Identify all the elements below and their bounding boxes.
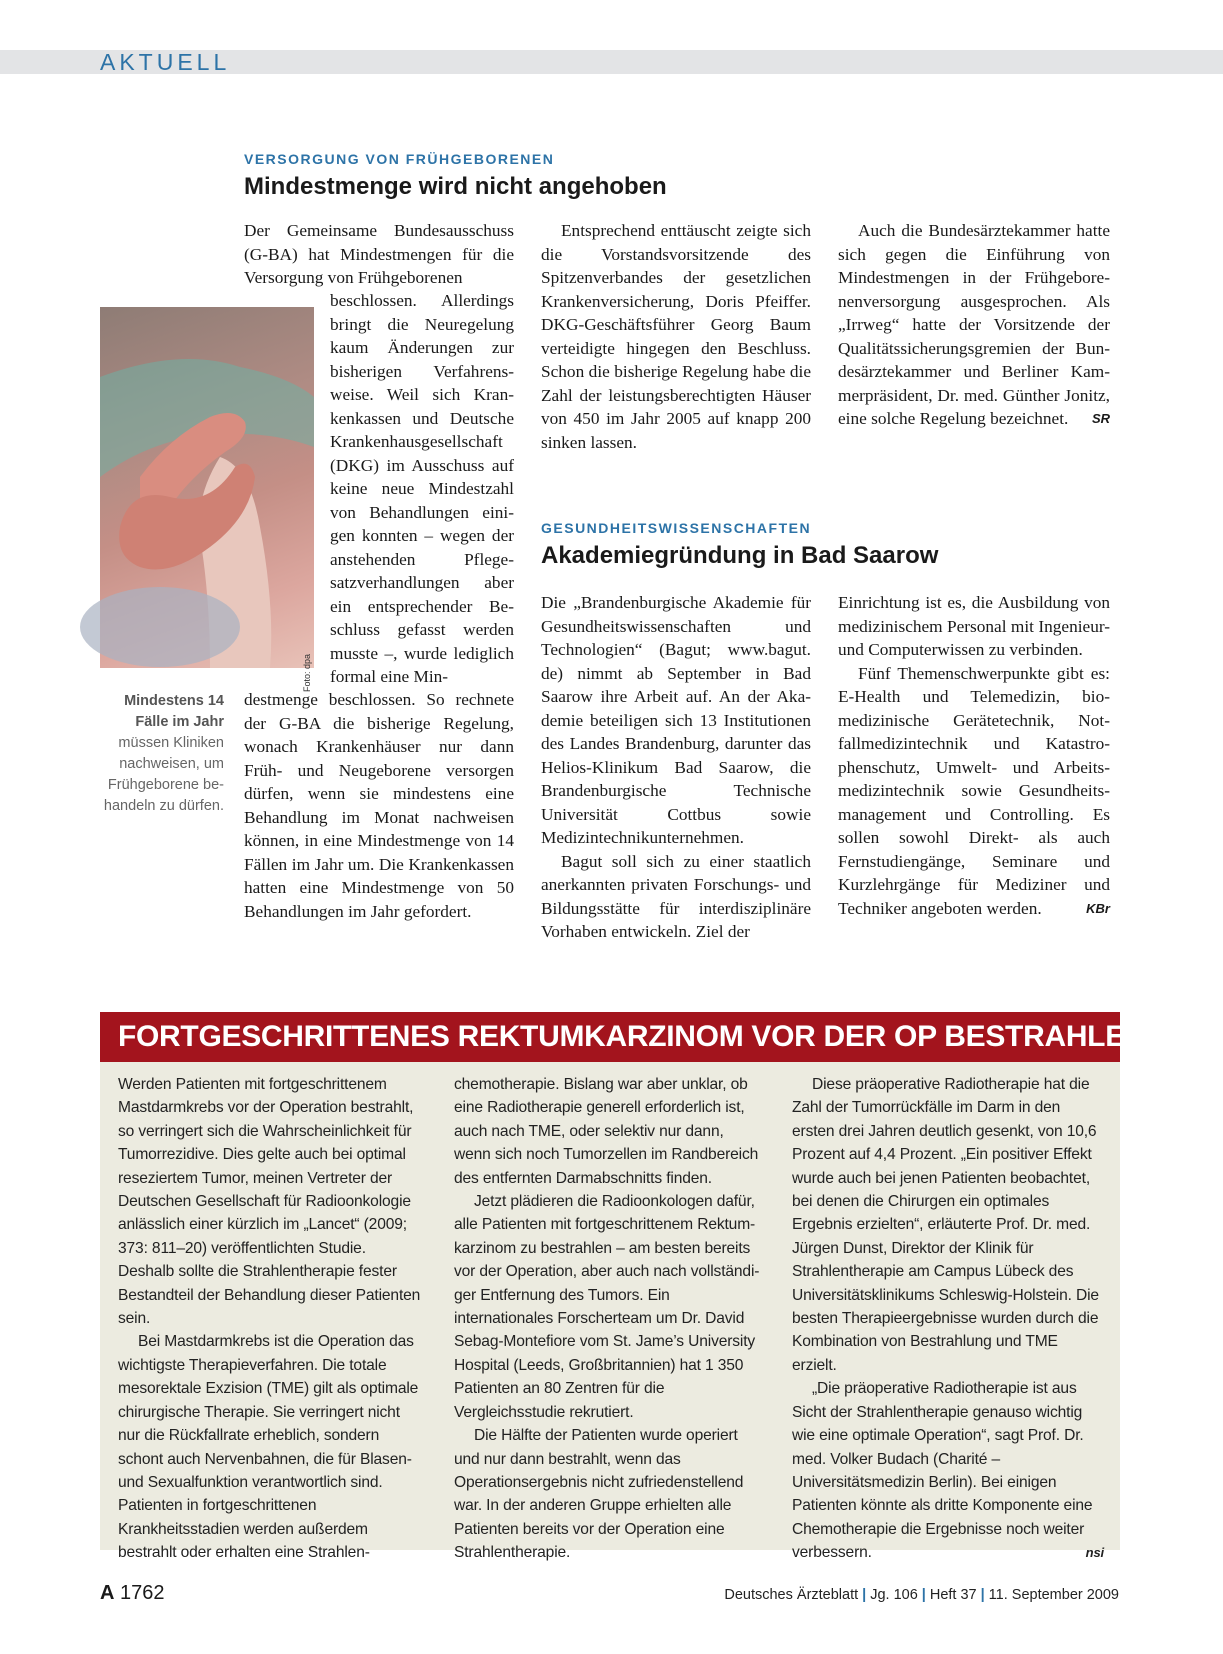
footer-separator: |: [980, 1587, 985, 1603]
box-title: FORTGESCHRITTENES REKTUMKARZINOM VOR DER OP BESTRAHLEN: [118, 1020, 1147, 1053]
footer-separator: |: [921, 1587, 926, 1603]
section-label: AKTUELL: [100, 49, 231, 75]
box-col1-paragraph-1: Werden Patienten mit fortgeschrittenem Mastdarmkrebs vor der Operation bestrahlt, so verringert sich die Wahrscheinlichkeit für Tumorrezidive. Dies gelte auch bei optimal reseziertem Tumor, meinen Vertreter der Deutschen Gesellschaft für Radioonkologie anlässlich einer kürzlich im „Lancet“ (2009; 373: 811–20) veröffentlichten Studie. Deshalb sollte die Strahlentherapie fester Bestandteil der Behandlung dieser Patienten sein.: [118, 1076, 421, 1328]
article1-headline: Mindestmenge wird nicht angehoben: [244, 173, 667, 200]
article1-col1-bottom: destmenge beschlossen. So rechnete der G-BA die bisherige Regelung, wonach Krankenhäuser nur dann Früh- und Neugeborene versorgen dürfen, wenn sie mindestens eine Behandlung im Monat nachweisen können, in eine Mindestmenge von 14 Fällen im Jahr um. Die Krankenkassen hatten eine Mindestmenge von 50 Behandlungen im Jahr gefordert.: [244, 690, 514, 921]
photo-credit: Foto: dpa: [302, 654, 312, 693]
page-number: [100, 1581, 165, 1605]
hand-photo: [100, 307, 314, 693]
box-col1-paragraph-2: Bei Mastdarmkrebs ist die Operation das wichtigste Therapieverfahren. Die totale mesorektale Exzision (TME) gilt als optimale chirurgische Therapie. Sie verringert nicht nur die Rückfallrate erheblich, sondern schont auch Nervenbahnen, die für Blasen- und Sexualfunktion verantwortlich sind. Patienten in fortgeschrittenen Krankheitsstadien werden außerdem bestrahlt oder erhalten eine Strahlen-: [118, 1333, 419, 1562]
article1-col3-paragraph: [838, 219, 1110, 431]
article1-column-1-wrap: [330, 289, 514, 689]
page-number-value: 1762: [120, 1582, 165, 1604]
article2-column-1: [541, 591, 811, 944]
box-column-2: [454, 1073, 764, 1565]
article2-headline: Akademiegründung in Bad Saarow: [541, 542, 939, 569]
article2-col2-paragraph-2: [838, 662, 1110, 921]
box-column-3: [792, 1073, 1104, 1565]
photo-caption: [100, 691, 224, 817]
box-col3-paragraph-2: [792, 1377, 1104, 1564]
journal-volume: Jg. 106: [870, 1587, 918, 1603]
article1-col1-wrap: beschlossen. Allerdings bringt die Neuregelung kaum Änderungen zur bisherigen Verfahrensweise. Weil sich Krankenkassen und Deutsche Krankenhausgesellschaft (DKG) im Ausschuss auf keine neue Mindestzahl von Behandlungen einigen konnten – wegen der anstehenden Pflegesatzverhandlungen aber ein entsprechender Beschluss gefasst werden musste –, wurde lediglich formal eine Min-: [330, 291, 514, 686]
journal-date: 11. September 2009: [988, 1587, 1119, 1603]
journal-footer: [724, 1585, 1119, 1605]
page-letter: A: [100, 1582, 115, 1604]
box-header: [100, 1012, 1147, 1062]
box-signature: nsi: [1085, 1545, 1104, 1561]
box-col2-paragraph-1: chemotherapie. Bislang war aber unklar, ob eine Radiotherapie generell erforderlich ist, auch nach TME, oder selektiv nur dann, wenn sich noch Tumorzellen im Randbereich des entfernten Darmabschnitts finden.: [454, 1076, 759, 1187]
article2-col1-paragraph-1: Die „Brandenburgische Akademie für Gesundheitswissenschaften und Technologien“ (Bagut; www.bagut. de) nimmt ab September in Bad Saarow ihre Arbeit auf. An der Akademie beteiligen sich 13 Institutionen des Landes Brandenburg, darunter das Helios-Klinikum Bad Saarow, die Brandenburgische Technische Universität Cottbus sowie Medizintechnikunternehmen.: [541, 593, 811, 847]
footer-separator: |: [862, 1587, 867, 1603]
article1-column-2: [541, 219, 811, 454]
box-column-1: [118, 1073, 424, 1565]
box-col2-paragraph-3: Die Hälfte der Patienten wurde operiert und nur dann bestrahlt, wenn das Operationsergebnis nicht zufriedenstellend war. In der anderen Gruppe erhielten alle Patienten bereits vor der Operation eine Strahlentherapie.: [454, 1427, 744, 1562]
journal-name: Deutsches Ärzteblatt: [724, 1587, 859, 1603]
article1-col3-text: Auch die Bundesärztekammer hatte sich gegen die Einführung von Mindestmengen in der Frühgeborenenversorgung ausgesprochen. Als „Irrweg“ hatte der Vorsitzende der Qualitätssicherungsgremien der Bundesärztekammer und Berliner Kammerpräsident, Dr. med. Günther Jonitz, eine solche Regelung bezeichnet.: [838, 221, 1110, 428]
hand-illustration: [100, 307, 314, 668]
article2-column-2: [838, 591, 1110, 920]
journal-issue: Heft 37: [929, 1587, 977, 1603]
article1-column-1-bottom: [244, 688, 514, 923]
article1-column-1: [244, 219, 514, 290]
article2-col2-text: Fünf Themenschwerpunkte gibt es: E-Health und Telemedizin, biomedizinische Gerätetechnik, Notfallmedizintechnik und Katastrophenschutz, Umwelt- und Arbeitsmedizintechnik sowie Gesundheitsmanagement und Controlling. Es sollen sowohl Direkt- als auch Fernstudiengänge, Seminare und Kurzlehrgänge für Mediziner und Techniker angeboten werden.: [838, 663, 1110, 918]
article2-kicker: GESUNDHEITSWISSENSCHAFTEN: [541, 520, 812, 536]
article1-col1-top: Der Gemeinsame Bundesausschuss (G-BA) hat Mindestmengen für die Versorgung von Frühgeborenen: [244, 221, 514, 287]
box-col3-text: „Die präoperative Radiotherapie ist aus Sicht der Strahlentherapie genauso wichtig wie eine optimale Operation“, sagt Prof. Dr. med. Volker Budach (Charité – Universitätsmedizin Berlin). Bei einigen Patienten könnte als dritte Komponente eine Chemotherapie die Ergebnisse noch weiter verbessern.: [792, 1380, 1093, 1562]
article2-col1-paragraph-2: Bagut soll sich zu einer staatlich anerkannten privaten Forschungs- und Bildungsstätte für interdisziplinäre Vorhaben entwickeln. Ziel der: [541, 851, 811, 941]
box-col3-paragraph-1: Diese präoperative Radiotherapie hat die Zahl der Tumorrückfälle im Darm in den ersten drei Jahren deutlich gesenkt, von 10,6 Prozent auf 4,4 Prozent. „Ein positiver Effekt wurde auch bei jenen Patienten beobachtet, bei denen die Chirurgen ein optimales Ergebnis erzielten“, erläuterte Prof. Dr. med. Jürgen Dunst, Direktor der Klinik für Strahlentherapie am Campus Lübeck des Universitätsklinikums Schleswig-Holstein. Die besten Therapieergebnisse wurden durch die Kombination von Bestrahlung und TME erzielt.: [792, 1076, 1099, 1374]
box-body: [100, 1062, 1120, 1562]
photo-caption-bold: Mindestens 14 Fälle im Jahr: [124, 693, 224, 730]
photo-caption-text: müssen Kliniken nachweisen, um Frühgeborene behandeln zu dürfen.: [103, 735, 224, 814]
article1-kicker: VERSORGUNG VON FRÜHGEBORENEN: [244, 151, 555, 167]
article2-col2-paragraph-1: Einrichtung ist es, die Ausbildung von medizinischem Personal mit Ingenieur- und Computerwissen zu verbinden.: [838, 593, 1110, 659]
article1-signature: SR: [1091, 411, 1110, 426]
article1-column-3: [838, 219, 1110, 431]
article2-signature: KBr: [1086, 900, 1110, 916]
box-col2-paragraph-2: Jetzt plädieren die Radioonkologen dafür, alle Patienten mit fortgeschrittenem Rektumkarzinom zu bestrahlen – am besten bereits vor der Operation, aber auch nach vollständiger Entfernung des Tumors. Ein internationales Forscherteam um Dr. David Sebag-Montefiore vom St. Jame’s University Hospital (Leeds, Großbritannien) hat 1 350 Patienten an 80 Zentren für die Vergleichsstudie rekrutiert.: [454, 1193, 760, 1421]
article1-col2-paragraph: Entsprechend enttäuscht zeigte sich die Vorstandsvorsitzende des Spitzenverbandes der gesetzlichen Krankenversicherung, Doris Pfeiffer. DKG-Geschäftsführer Georg Baum verteidigte hingegen den Beschluss. Schon die bisherige Regelung habe die Zahl der leistungsberechtigten Häuser von 450 im Jahr 2005 auf knapp 200 sinken lassen.: [541, 221, 811, 452]
